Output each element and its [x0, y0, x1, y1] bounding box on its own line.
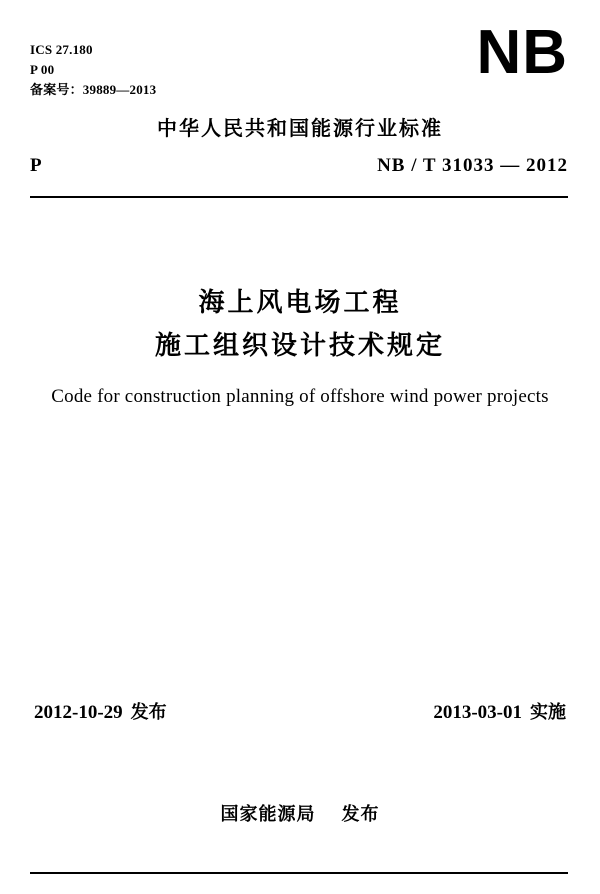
- issue-date: 2012-10-29: [34, 702, 123, 723]
- standard-number: NB / T 31033 — 2012: [377, 155, 568, 176]
- effective-date: 2013-03-01: [433, 702, 522, 723]
- classification-code: P 00: [30, 62, 55, 78]
- publisher-action: 发布: [341, 804, 380, 825]
- header-divider: [30, 196, 568, 198]
- document-title-chinese: [0, 282, 600, 368]
- publisher-line: [0, 800, 600, 826]
- footer-divider: [30, 872, 568, 874]
- title-chinese-line-1: 海上风电场工程: [198, 288, 402, 318]
- effective-date-group: [433, 698, 566, 724]
- record-number: 备案号：39889—2013: [30, 82, 157, 98]
- title-chinese-line-2: 施工组织设计技术规定: [154, 330, 445, 361]
- document-meta-block: [30, 40, 156, 100]
- ics-number: ICS 27.180: [30, 42, 93, 57]
- nb-logo: NB: [476, 18, 568, 87]
- issuing-organization-line: 中华人民共和国能源行业标准: [157, 116, 443, 140]
- standard-category-letter: P: [30, 155, 42, 176]
- date-row: [34, 698, 566, 724]
- standard-code-row: [30, 155, 568, 177]
- effective-label: 实施: [530, 702, 566, 723]
- publisher-name: 国家能源局: [220, 804, 316, 825]
- issue-label: 发布: [130, 702, 167, 723]
- issue-date-group: [34, 698, 167, 724]
- document-title-english: Code for construction planning of offshore wind power projects: [51, 386, 549, 407]
